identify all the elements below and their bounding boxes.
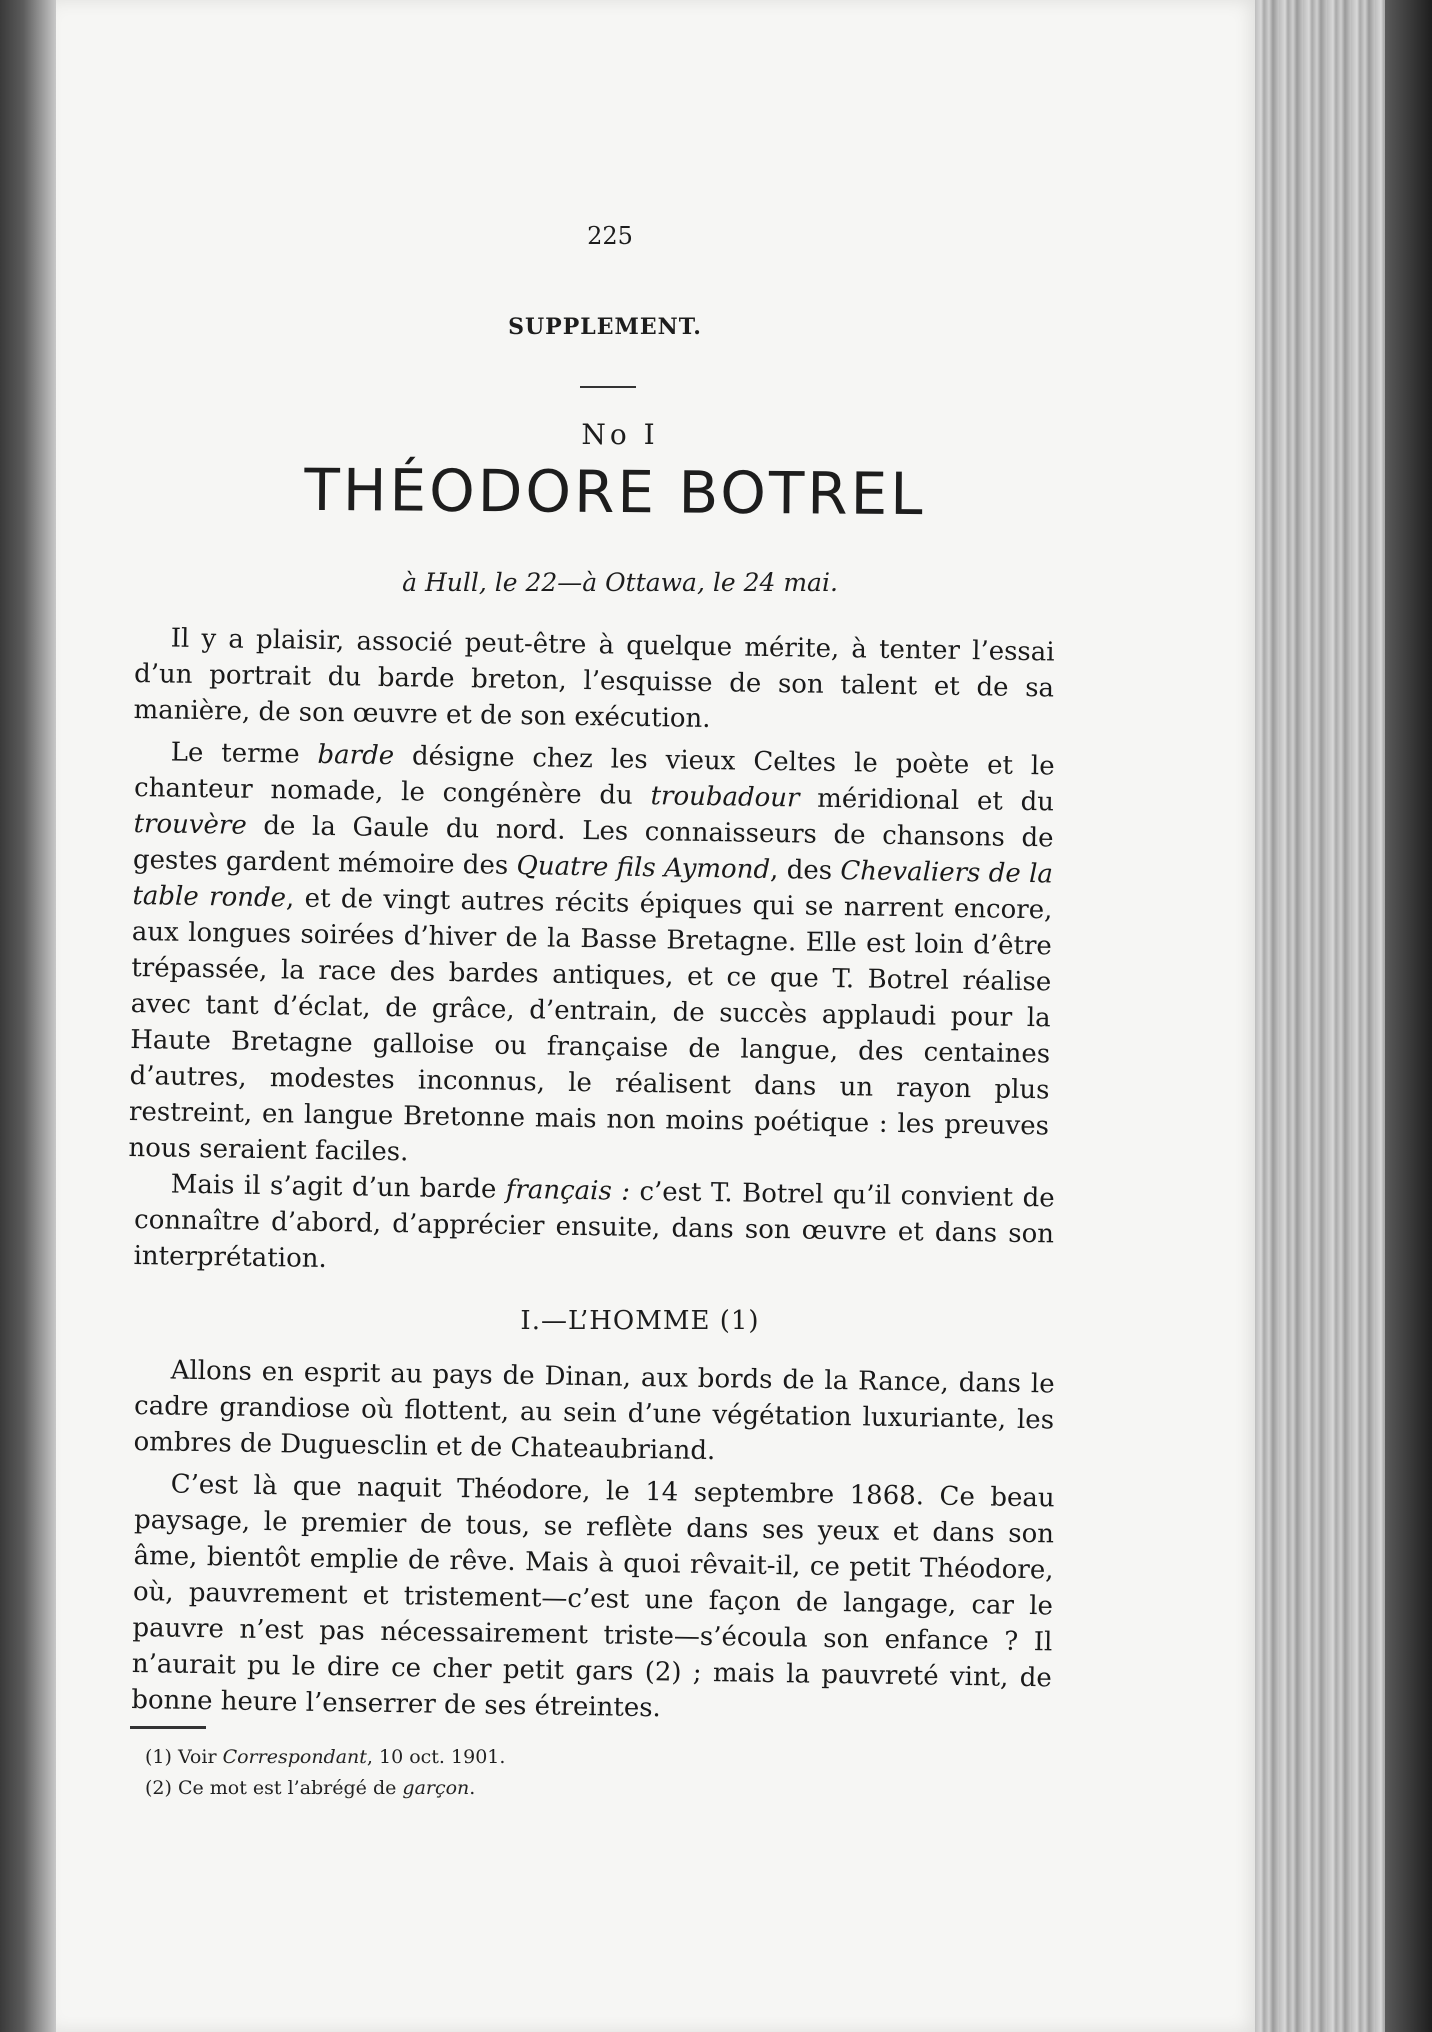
footnote-1 [145, 1742, 505, 1773]
section-heading: I.—L’HOMME (1) [520, 1306, 760, 1336]
p3-em-francais: français : [505, 1174, 631, 1207]
fn1-em: Correspondant [222, 1746, 367, 1768]
p3-part-b: c’est T. Botrel qu’il convient de connaître d’abord, d’apprécier ensuite, dans son œuvre et dans son interprétation. [133, 1176, 1055, 1275]
article-title: THÉODORE BOTREL [304, 455, 926, 529]
p2-em-chevaliers: Chevaliers de la table ronde [132, 856, 1054, 914]
p2-em-trouvere: trouvère [133, 808, 247, 841]
fn2-part-a: (2) Ce mot est l’abrégé de [145, 1777, 403, 1799]
paragraph-3 [133, 1166, 1055, 1288]
fn2-part-b: . [469, 1777, 476, 1799]
p2-part-d: de la Gaule du nord. Les connaisseurs de chansons de gestes gardent mémoire des [132, 810, 1054, 882]
paragraph-3-text [133, 1166, 1055, 1288]
p2-part-b: désigne chez les vieux Celtes le poète et le chanteur nomade, le congénère du [133, 741, 1055, 812]
footnote-rule [130, 1726, 206, 1729]
book-spine-shadow [1385, 0, 1432, 2032]
supplement-heading: SUPPLEMENT. [508, 314, 702, 340]
p2-part-f: , et de vingt autres récits épiques qui se narrent encore, aux longues soirées d’hiver de la Basse Bretagne. Elle est loin d’être trépassée, la race des bardes antiques, et ce que T. Botrel réalise avec tant d’éclat, de grâce, d’entrain, de succès applaudi pour la Haute Bretagne galloise ou française de langue, des centaines d’autres, modestes inconnus, le réalisent dans un rayon plus restreint, en langue Bretonne mais non moins poétique : les preuves nous seraient faciles. [128, 883, 1053, 1168]
p2-em-aymond: Quatre fils Aymond [516, 851, 771, 885]
paragraph-5-text: C’est là que naquit Théodore, le 14 septembre 1868. Ce beau paysage, le premier de tous, se reflète dans ses yeux et dans son âme, bientôt emplie de rêve. Mais à quoi rêvait-il, ce petit Théodore, où, pauvrement et tristement—c’est une façon de langage, car le pauvre n’est pas nécessairement triste—s’écoula son enfance ? Il n’aurait pu le dire ce cher petit gars (2) ; mais la pauvreté vint, de bonne heure l’enserrer de ses étreintes. [131, 1469, 1055, 1724]
p3-part-a: Mais il s’agit d’un barde [170, 1169, 507, 1205]
footnotes [145, 1742, 505, 1804]
dateline: à Hull, le 22—à Ottawa, le 24 mai. [402, 568, 838, 597]
heading-rule [580, 386, 636, 388]
footnote-2 [145, 1773, 505, 1804]
number-heading: No I [581, 418, 659, 451]
page-number: 225 [587, 222, 633, 250]
paragraph-4-text: Allons en esprit au pays de Dinan, aux bords de la Rance, dans le cadre grandiose où flottent, au sein d’une végétation luxuriante, les ombres de Duguesclin et de Chateaubriand. [133, 1355, 1055, 1467]
p2-em-barde: barde [317, 739, 395, 772]
paragraph-2-text [128, 734, 1055, 1180]
scan-left-edge [0, 0, 58, 2032]
paragraph-1-text: Il y a plaisir, associé peut-être à quelque mérite, à tenter l’essai d’un portrait du barde breton, l’esquisse de son talent et de sa manière, de son œuvre et de son exécution. [133, 623, 1055, 735]
paragraph-4 [133, 1352, 1055, 1474]
paragraph-2 [128, 734, 1055, 1180]
p2-part-e: , des [769, 854, 841, 887]
fn1-part-b: , 10 oct. 1901. [366, 1746, 506, 1768]
p2-part-a: Le terme [170, 737, 318, 770]
paragraph-5 [131, 1466, 1055, 1732]
fn1-part-a: (1) Voir [145, 1746, 223, 1768]
p2-em-troubadour: troubadour [650, 781, 800, 814]
paragraph-1 [133, 620, 1055, 742]
fn2-em: garçon [402, 1777, 470, 1799]
p2-part-c: méridional et du [799, 783, 1055, 818]
